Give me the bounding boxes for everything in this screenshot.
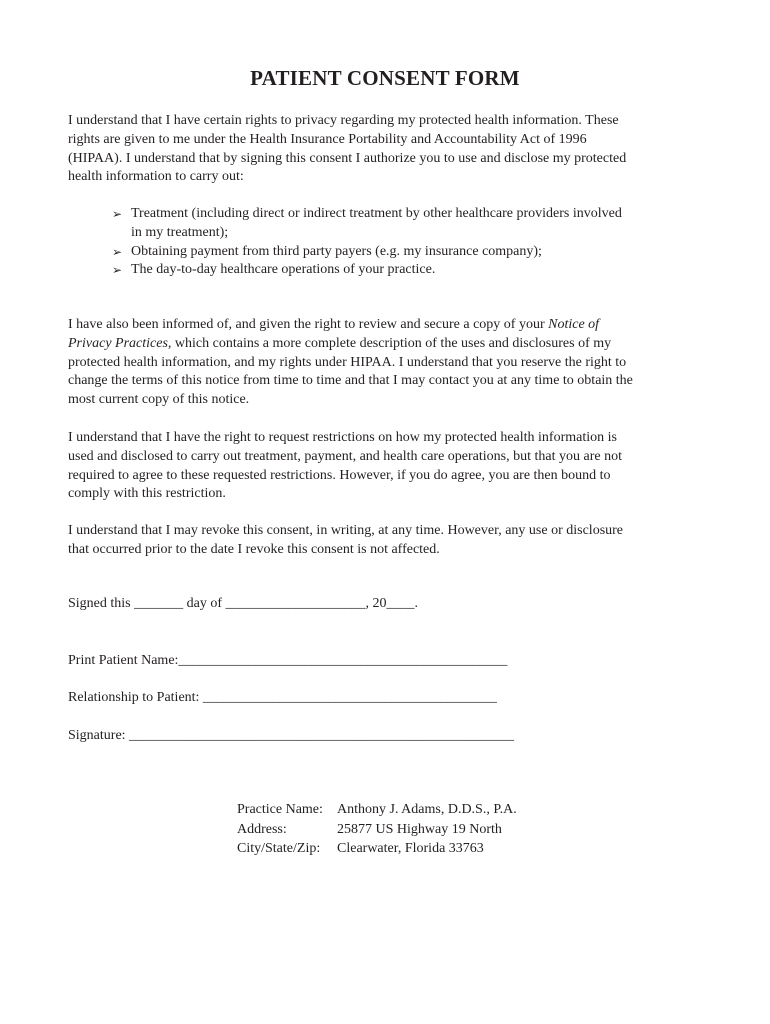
arrow-bullet-icon: ➢: [112, 207, 123, 221]
practice-address-label: Address:: [237, 821, 287, 837]
practice-city-row: [237, 839, 517, 859]
arrow-bullet-icon: ➢: [112, 244, 123, 259]
practice-name-row: [237, 800, 517, 820]
signature-field[interactable]: Signature: _______________________________________________________: [68, 728, 515, 743]
practice-info-block: [237, 800, 517, 859]
list-item-text: Obtaining payment from third party payers (e.g. my insurance company);: [131, 243, 542, 259]
list-item: [112, 243, 632, 262]
practice-name-label: Practice Name:: [237, 802, 323, 817]
intro-paragraph: I understand that I have certain rights to privacy regarding my protected health information. These rights are given to me under the Health Insurance Portability and Accountability Act of 1996 (HIPAA). I understand that by signing this consent I authorize you to use and disclose my protected health information to carry out:: [68, 113, 627, 185]
notice-paragraph: [68, 316, 640, 410]
relationship-field[interactable]: Relationship to Patient: __________________________________________: [68, 690, 497, 705]
practice-name-value: Anthony J. Adams, D.D.S., P.A.: [337, 802, 517, 817]
practice-address-value: 25877 US Highway 19 North: [337, 821, 502, 837]
patient-name-field[interactable]: Print Patient Name:_______________________________________________: [68, 653, 508, 668]
practice-address-row: [237, 820, 517, 840]
revoke-paragraph: I understand that I may revoke this consent, in writing, at any time. However, any use or disclosure that occurred prior to the date I revoke this consent is not affected.: [68, 523, 624, 557]
page-title: PATIENT CONSENT FORM: [250, 66, 520, 90]
arrow-bullet-icon: ➢: [112, 263, 123, 278]
list-item: [112, 205, 632, 243]
restrictions-paragraph: I understand that I have the right to request restrictions on how my protected health information is used and disclosed to carry out treatment, payment, and health care operations, but that you are not required to agree to these requested restrictions. However, if you do agree, you are then bound to comply with this restriction.: [68, 430, 622, 502]
notice-text-after: which contains a more complete description of the uses and disclosures of my protected health information, and my rights under HIPAA. I understand that you reserve the right to change the terms of this notice from time to time and that I may contact you at any time to obtain the most current copy of this notice.: [68, 335, 633, 408]
consent-purpose-list: [112, 205, 632, 280]
signed-date-field[interactable]: Signed this _______ day of ____________________, 20____.: [68, 596, 418, 611]
notice-text-before: I have also been informed of, and given the right to review and secure a copy of your: [68, 317, 549, 332]
list-item-text: The day-to-day healthcare operations of your practice.: [131, 262, 436, 278]
practice-city-label: City/State/Zip:: [237, 841, 321, 856]
practice-city-value: Clearwater, Florida 33763: [337, 841, 484, 856]
list-item: [112, 261, 632, 280]
notice-of-privacy-practices-title: Notice of Privacy Practices,: [68, 317, 600, 351]
list-item-text: Treatment (including direct or indirect treatment by other healthcare providers involved in my treatment);: [131, 206, 622, 240]
